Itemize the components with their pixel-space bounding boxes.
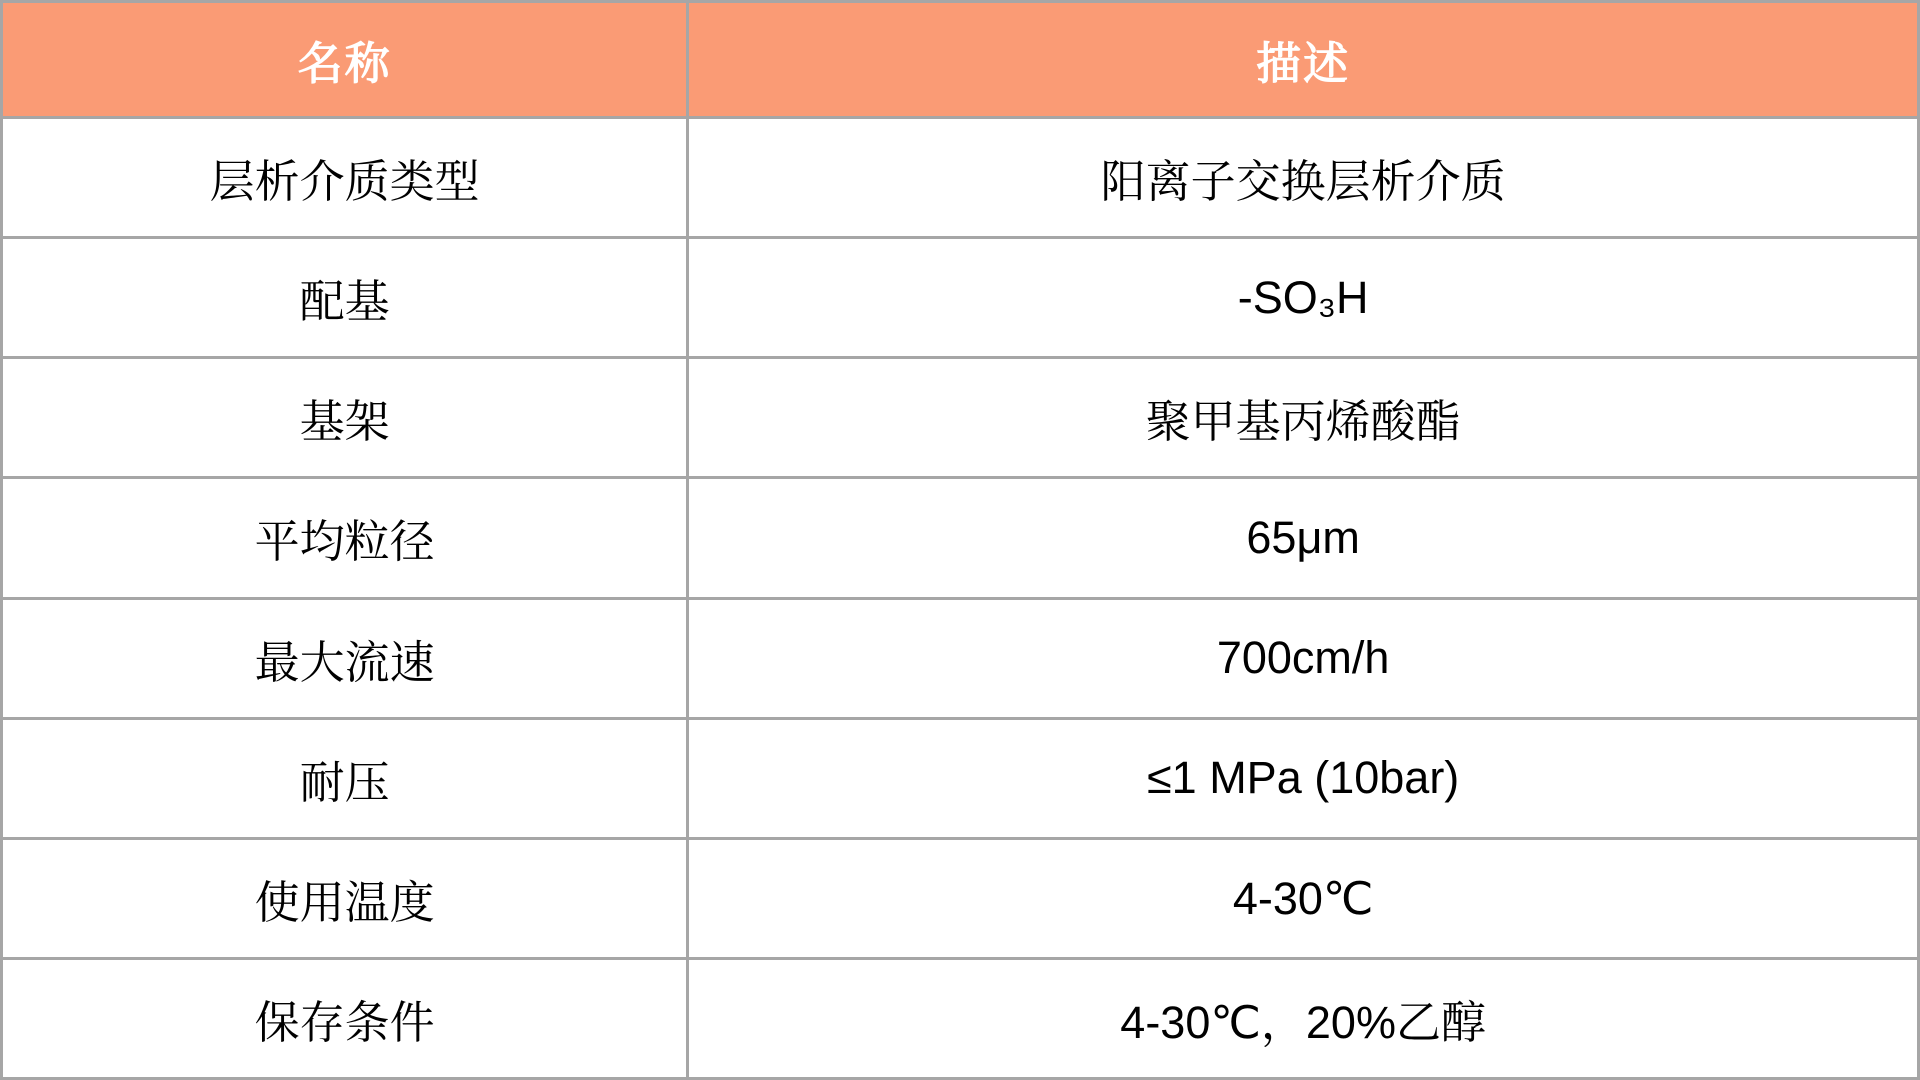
row-value: 4-30℃ [688, 838, 1919, 958]
table-header-row [2, 2, 1919, 118]
table-row [2, 598, 1919, 718]
row-label: 保存条件 [2, 958, 688, 1078]
row-label: 配基 [2, 238, 688, 358]
table-row [2, 718, 1919, 838]
table-row [2, 838, 1919, 958]
row-value: ≤1 MPa (10bar) [688, 718, 1919, 838]
table-row [2, 358, 1919, 478]
row-label: 耐压 [2, 718, 688, 838]
table-row [2, 958, 1919, 1078]
header-cell-description: 描述 [688, 2, 1919, 118]
row-value: 65μm [688, 478, 1919, 598]
row-value: 聚甲基丙烯酸酯 [688, 358, 1919, 478]
row-value: 700cm/h [688, 598, 1919, 718]
table-row [2, 238, 1919, 358]
row-value: -SO₃H [688, 238, 1919, 358]
row-label: 基架 [2, 358, 688, 478]
row-value: 4-30℃，20%乙醇 [688, 958, 1919, 1078]
row-value: 阳离子交换层析介质 [688, 118, 1919, 238]
row-label: 使用温度 [2, 838, 688, 958]
header-cell-name: 名称 [2, 2, 688, 118]
row-label: 平均粒径 [2, 478, 688, 598]
row-label: 最大流速 [2, 598, 688, 718]
row-label: 层析介质类型 [2, 118, 688, 238]
table-row [2, 478, 1919, 598]
table-row [2, 118, 1919, 238]
